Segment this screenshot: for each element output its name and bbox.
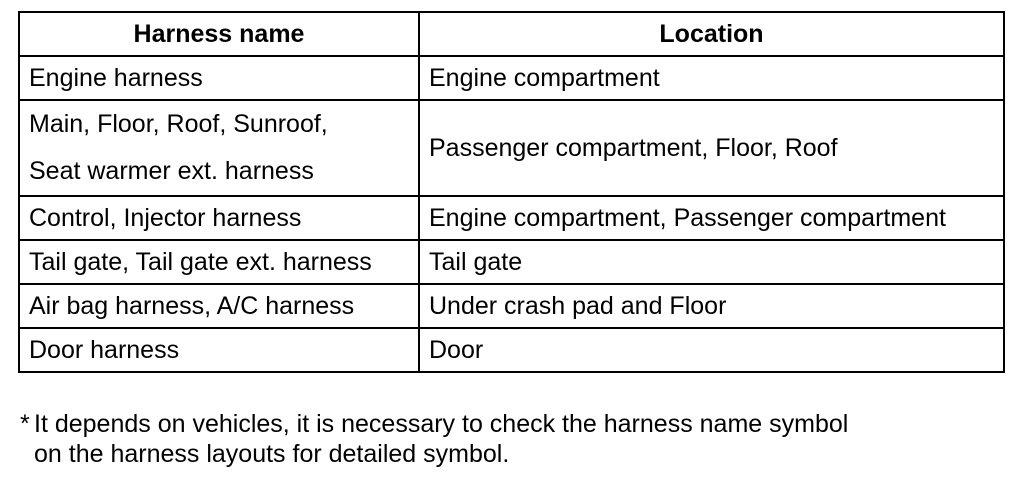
harness-location-table <box>18 11 1005 373</box>
harness-name-line: Main, Floor, Roof, Sunroof, <box>29 110 328 138</box>
footnote-line-2: on the harness layouts for detailed symbol. <box>34 440 510 468</box>
table-row <box>19 100 1004 196</box>
harness-name-cell: Door harness <box>19 328 419 372</box>
table-row <box>19 240 1004 284</box>
harness-name-cell <box>19 100 419 196</box>
harness-name-cell: Tail gate, Tail gate ext. harness <box>19 240 419 284</box>
footnote <box>20 409 1010 469</box>
location-cell: Passenger compartment, Floor, Roof <box>419 100 1004 196</box>
location-cell: Under crash pad and Floor <box>419 284 1004 328</box>
harness-name-line: Seat warmer ext. harness <box>29 157 314 185</box>
location-cell: Engine compartment <box>419 56 1004 100</box>
footnote-line-1 <box>20 409 1010 439</box>
footnote-text-1: It depends on vehicles, it is necessary to check the harness name symbol <box>34 410 849 438</box>
location-cell: Engine compartment, Passenger compartment <box>419 196 1004 240</box>
harness-name-cell: Engine harness <box>19 56 419 100</box>
harness-name-cell: Control, Injector harness <box>19 196 419 240</box>
table-row <box>19 328 1004 372</box>
location-cell: Tail gate <box>419 240 1004 284</box>
table-row <box>19 196 1004 240</box>
location-cell: Door <box>419 328 1004 372</box>
table-row <box>19 56 1004 100</box>
header-harness-name: Harness name <box>19 12 419 56</box>
table-row <box>19 284 1004 328</box>
table-header-row <box>19 12 1004 56</box>
footnote-asterisk: * <box>20 410 30 438</box>
harness-name-cell: Air bag harness, A/C harness <box>19 284 419 328</box>
header-location: Location <box>419 12 1004 56</box>
